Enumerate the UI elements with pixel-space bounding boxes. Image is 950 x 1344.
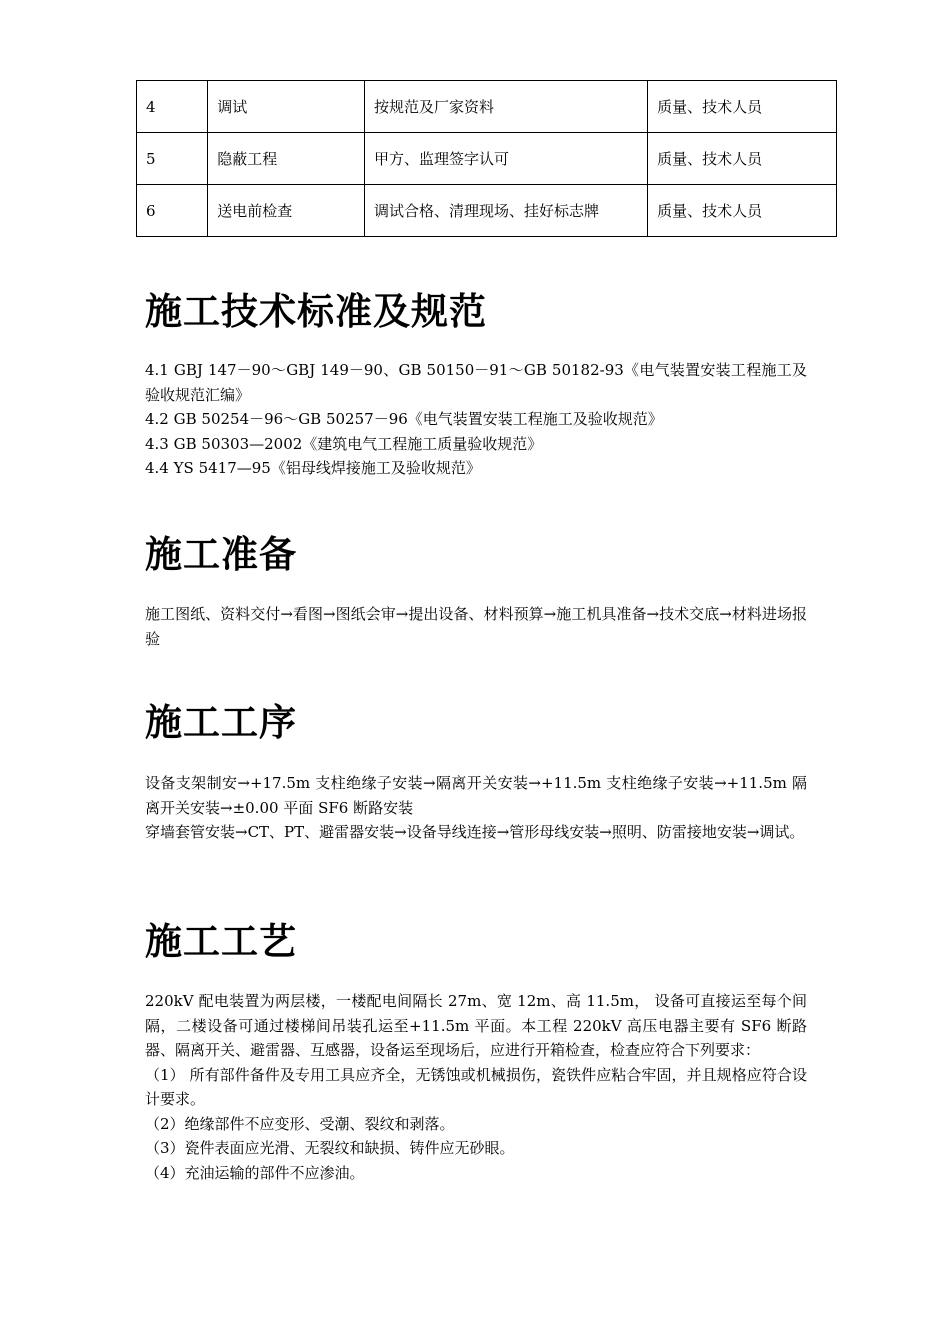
standard-item: 4.2 GB 50254－96～GB 50257－96《电气装置安装工程施工及验收规范》 (145, 410, 663, 428)
section-title-standards: 施工技术标准及规范 (145, 290, 487, 333)
table-cell-no: 5 (137, 133, 208, 185)
standards-list (145, 358, 807, 481)
table-cell-requirement: 甲方、监理签字认可 (364, 133, 647, 185)
section-title-preparation: 施工准备 (145, 533, 297, 576)
table-cell-requirement: 调试合格、清理现场、挂好标志牌 (364, 185, 647, 237)
section-title-process: 施工工艺 (145, 920, 297, 963)
table-cell-item: 送电前检查 (208, 185, 365, 237)
sequence-line: 穿墙套管安装→CT、PT、避雷器安装→设备导线连接→管形母线安装→照明、防雷接地安装→调试。 (145, 823, 805, 841)
standard-item: 4.3 GB 50303—2002《建筑电气工程施工质量验收规范》 (145, 434, 543, 453)
process-requirement: （1） 所有部件备件及专用工具应齐全，无锈蚀或机械损伤，瓷铁件应粘合牢固，并且规格应符合设计要求。 (145, 1065, 807, 1108)
process-text (145, 989, 807, 1185)
table-cell-item: 调试 (208, 81, 365, 133)
process-requirement: （2）绝缘部件不应变形、受潮、裂纹和剥落。 (145, 1114, 455, 1133)
process-requirement: （3）瓷件表面应光滑、无裂纹和缺损、铸件应无砂眼。 (145, 1139, 515, 1157)
table-cell-responsible: 质量、技术人员 (648, 185, 837, 237)
table-cell-no: 6 (137, 185, 208, 237)
process-requirement: （4）充油运输的部件不应渗油。 (145, 1163, 365, 1182)
standard-item: 4.1 GBJ 147－90～GBJ 149－90、GB 50150－91～GB 50182-93《电气装置安装工程施工及验收规范汇编》 (145, 361, 807, 404)
table-row (137, 185, 837, 237)
preparation-line: 施工图纸、资料交付→看图→图纸会审→提出设备、材料预算→施工机具准备→技术交底→材料进场报验 (145, 605, 807, 648)
table-cell-no: 4 (137, 81, 208, 133)
table-row (137, 133, 837, 185)
sequence-text (145, 771, 807, 845)
check-table (136, 80, 837, 237)
table-cell-requirement: 按规范及厂家资料 (364, 81, 647, 133)
table-cell-item: 隐蔽工程 (208, 133, 365, 185)
table-cell-responsible: 质量、技术人员 (648, 133, 837, 185)
section-title-sequence: 施工工序 (145, 701, 297, 744)
preparation-text (145, 602, 807, 651)
sequence-line: 设备支架制安→+17.5m 支柱绝缘子安装→隔离开关安装→+11.5m 支柱绝缘子安装→+11.5m 隔离开关安装→±0.00 平面 SF6 断路安装 (145, 774, 807, 817)
table-cell-responsible: 质量、技术人员 (648, 81, 837, 133)
standard-item: 4.4 YS 5417—95《铝母线焊接施工及验收规范》 (145, 459, 481, 477)
table-row (137, 81, 837, 133)
process-paragraph: 220kV 配电装置为两层楼，一楼配电间隔长 27m、宽 12m、高 11.5m， 设备可直接运至每个间隔，二楼设备可通过楼梯间吊装孔运至+11.5m 平面。本工程 220kV 高压电器主要有 SF6 断路器、隔离开关、避雷器、互感器，设备运至现场后，应进行开箱检查，检查应符合下列要求： (145, 992, 807, 1059)
